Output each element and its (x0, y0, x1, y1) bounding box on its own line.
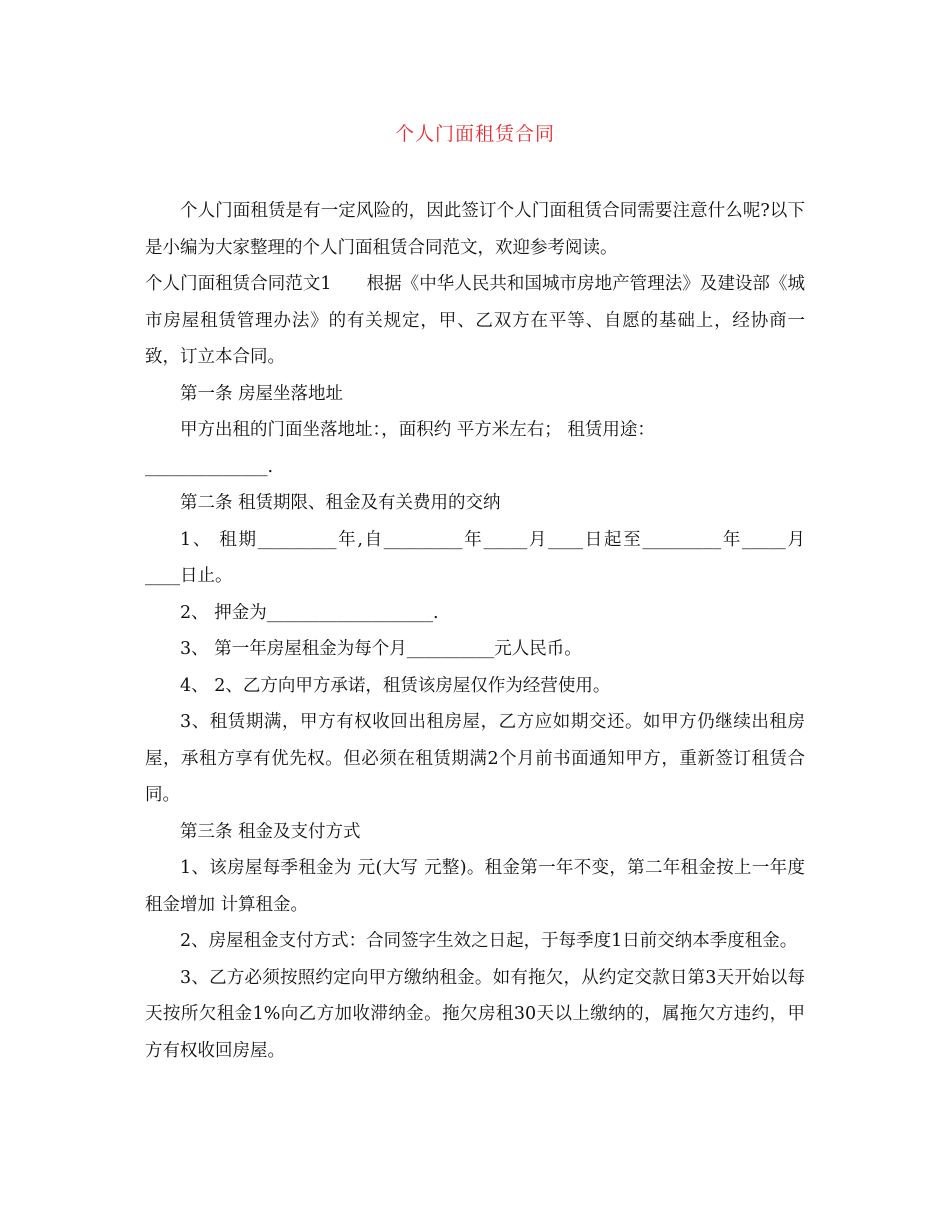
paragraph-intro: 个人门面租赁是有一定风险的，因此签订个人门面租赁合同需要注意什么呢?以下是小编为大家整理的个人门面租赁合同范文，欢迎参考阅读。 (145, 201, 805, 258)
article-1-heading: 第一条 房屋坐落地址 (180, 383, 344, 404)
document-title: 个人门面租赁合同 (394, 123, 555, 145)
article-3-item-3: 3、乙方必须按照约定向甲方缴纳租金。如有拖欠，从约定交款日第3天开始以每天按所欠租金1%向乙方加收滞纳金。拖欠房租30天以上缴纳的，属拖欠方违约，甲方有权收回房屋。 (145, 967, 805, 1061)
article-1-body: 甲方出租的门面坐落地址：，面积约 平方米左右； 租赁用途： (180, 420, 655, 440)
article-2-heading: 第二条 租赁期限、租金及有关费用的交纳 (180, 493, 501, 513)
article-2-item-3: 3、 第一年房屋租金为每个月__________元人民币。 (180, 639, 582, 659)
paragraph-preamble: 个人门面租赁合同范文1 根据《中华人民共和国城市房地产管理法》及建设部《城市房屋租赁管理办法》的有关规定，甲、乙双方在平等、自愿的基础上，经协商一致，订立本合同。 (145, 274, 805, 367)
document-body (145, 193, 805, 1069)
article-2-item-5: 3、租赁期满，甲方有权收回出租房屋，乙方应如期交还。如甲方仍继续出租房屋，承租方享有优先权。但必须在租赁期满2个月前书面通知甲方，重新签订租赁合同。 (145, 712, 805, 805)
article-2-item-1: 1、 租期_________年,自_________年_____月____日起至_________年_____月____日止。 (145, 529, 805, 586)
article-2-item-2: 2、 押金为___________________. (180, 602, 439, 623)
article-1-blank-line: ______________. (145, 456, 274, 477)
article-3-item-2: 2、房屋租金支付方式：合同签字生效之日起，于每季度1日前交纳本季度租金。 (180, 931, 798, 951)
article-3-item-1: 1、该房屋每季租金为 元(大写 元整)。租金第一年不变，第二年租金按上一年度租金增加 计算租金。 (145, 858, 805, 915)
article-3-heading: 第三条 租金及支付方式 (180, 821, 361, 842)
article-2-item-4: 4、 2、乙方向甲方承诺，租赁该房屋仅作为经营使用。 (180, 675, 611, 696)
